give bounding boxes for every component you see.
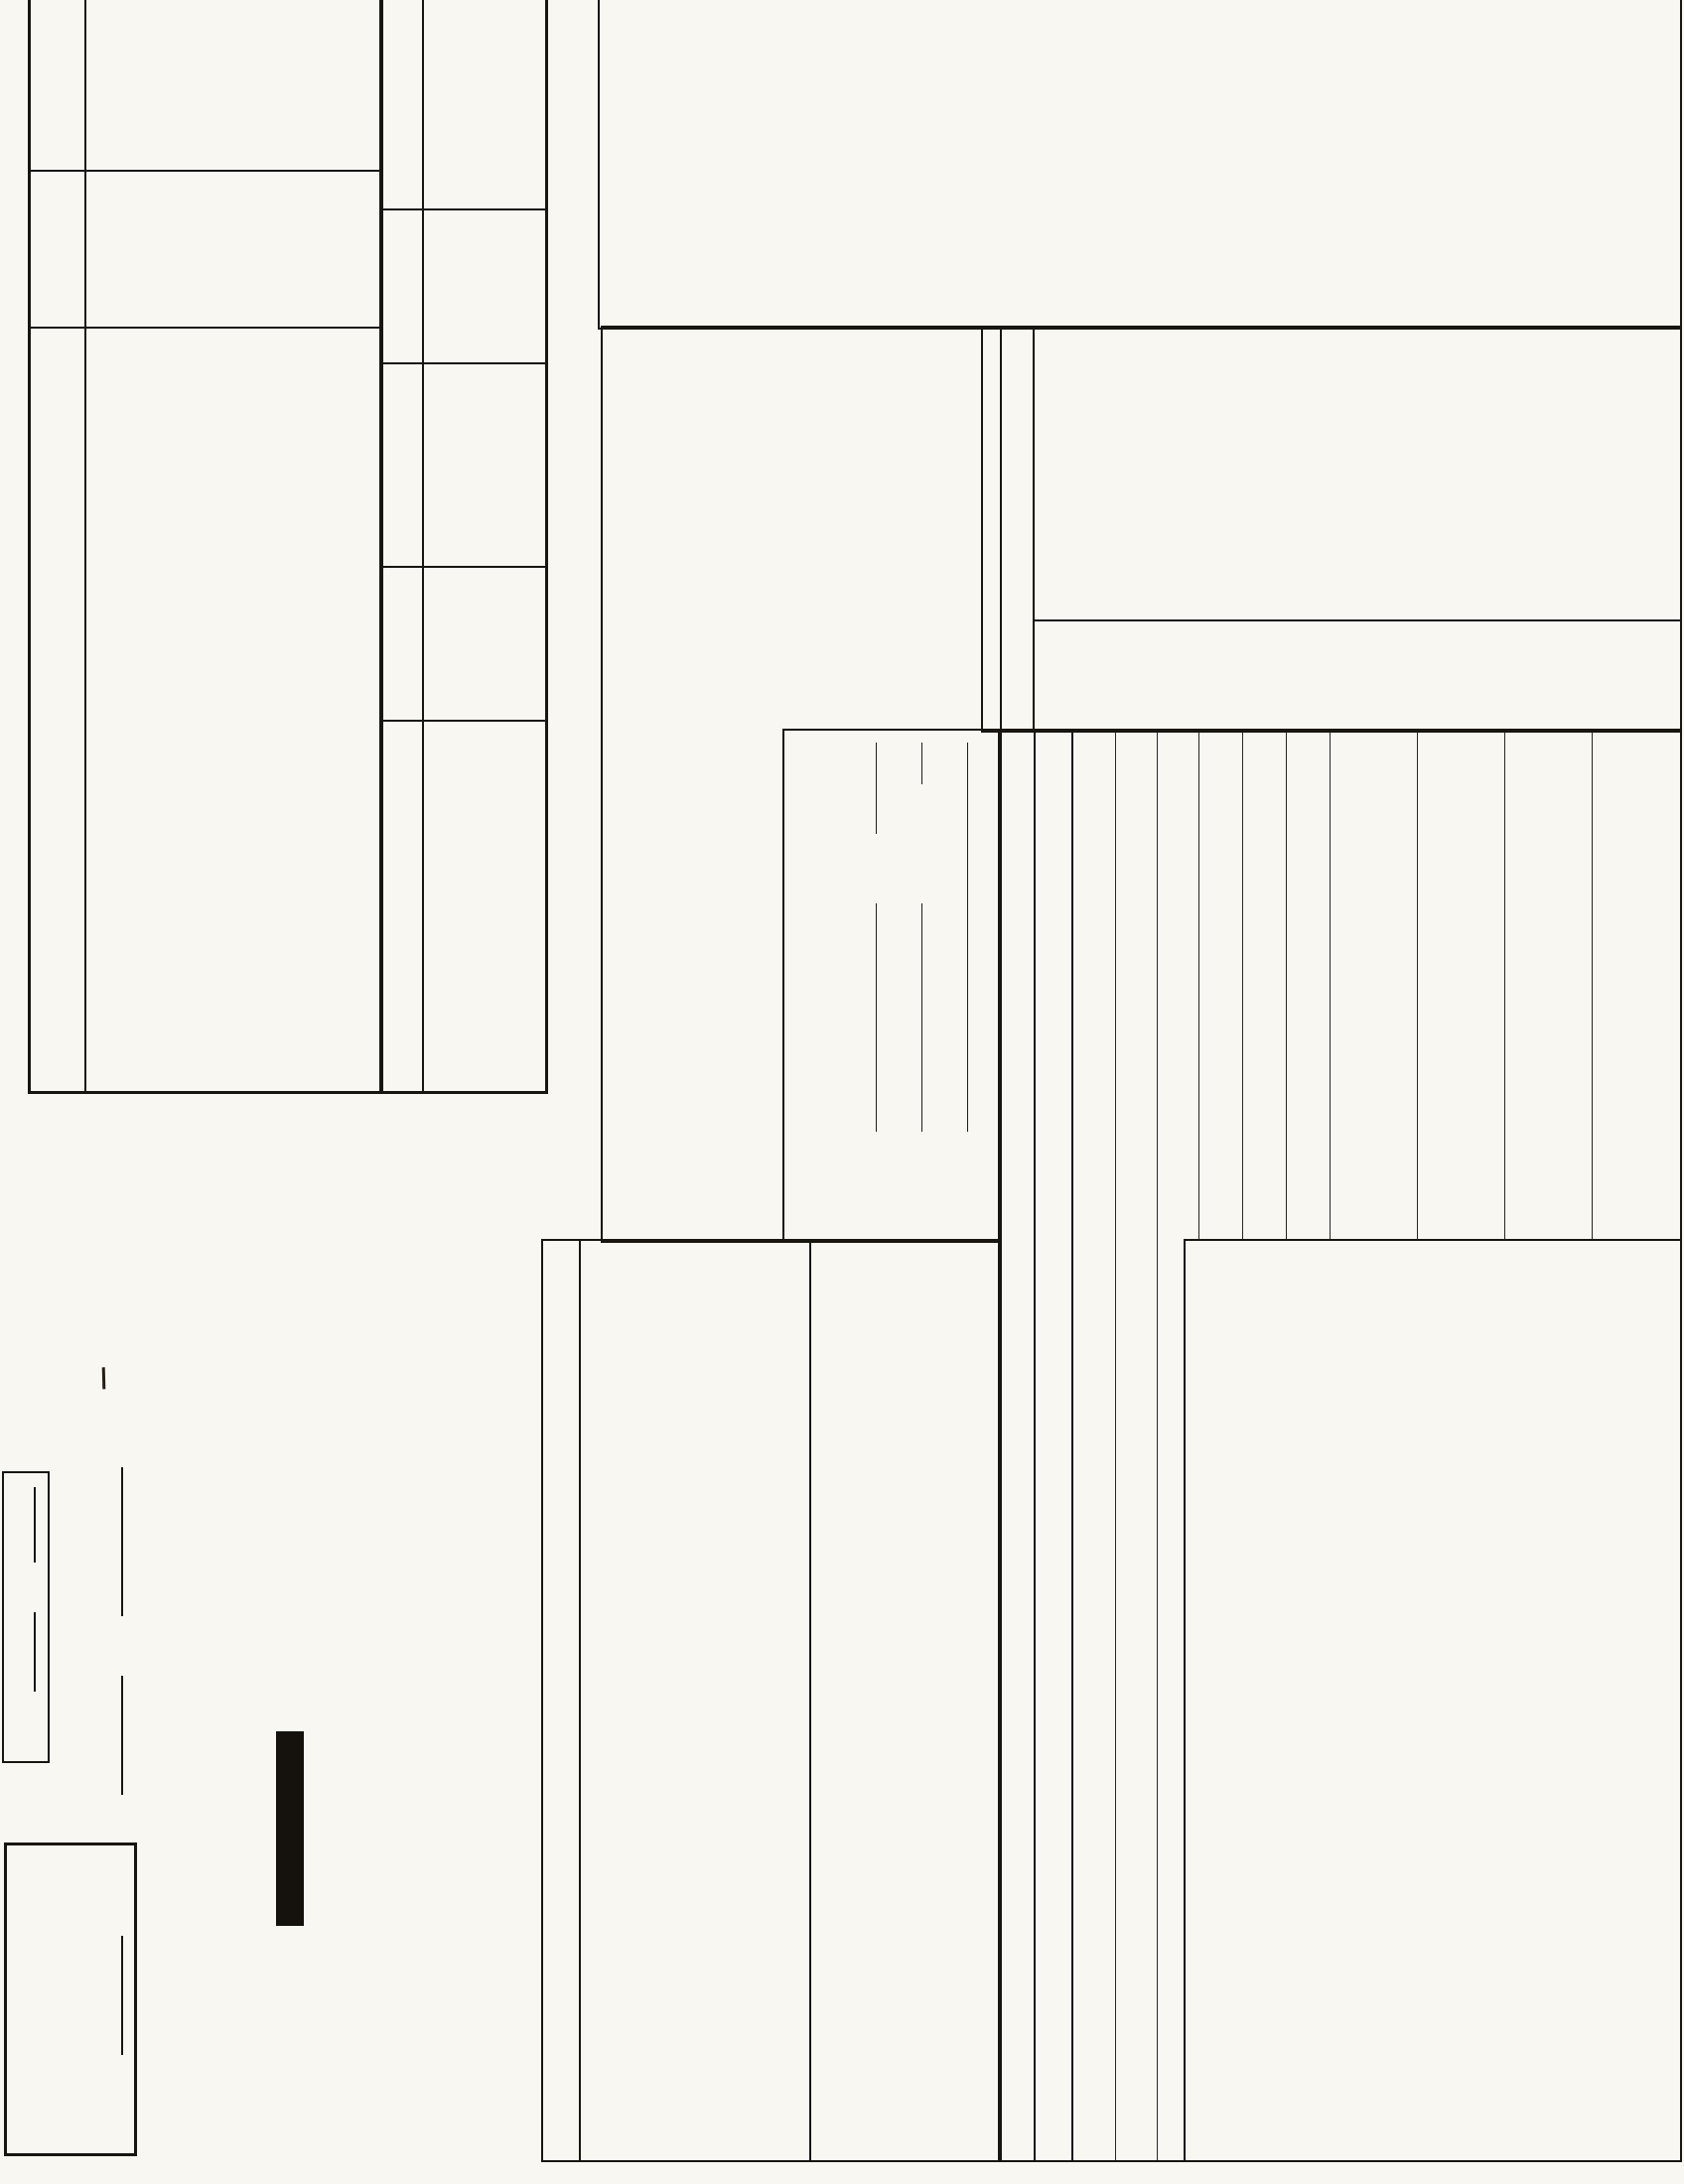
record-of-ownership-table — [28, 0, 383, 1094]
assessment-mark-group1 — [626, 133, 663, 164]
taxing-value-handwritten — [52, 1367, 106, 1390]
redaction-bar — [276, 1731, 304, 1926]
card-of-blank-1 — [34, 1612, 36, 1692]
blk-underline — [121, 1676, 123, 1795]
property-factors-table — [541, 1239, 1002, 2162]
permit-date-blank — [876, 743, 877, 834]
additional-info-scribble-2 — [681, 610, 725, 622]
card-of-box — [2, 1471, 50, 1763]
card-number-box — [4, 1843, 137, 2156]
pcl-underline — [121, 1467, 123, 1616]
lvc-header-row — [1034, 731, 1071, 2160]
permit-cost-blank — [921, 903, 922, 1132]
factors-band-1 — [579, 1241, 809, 2160]
summary-table — [379, 0, 548, 1094]
classification-table — [1184, 1239, 1682, 2160]
land-value-computations-table — [998, 729, 1682, 2162]
map-underline — [121, 1936, 123, 2055]
assessment-mark-group2 — [718, 204, 762, 214]
permit-no-blank — [876, 903, 877, 1132]
assessment-record-table — [598, 0, 1682, 330]
assessment-mark-group3 — [818, 137, 848, 141]
land-computations-box — [981, 326, 1682, 733]
additional-info-scribble-3 — [643, 478, 686, 494]
permit-project-blank — [967, 743, 968, 1132]
building-permit-record-box — [782, 729, 1002, 1243]
permit-checked-by-blank — [921, 743, 922, 784]
parcel-id-block — [199, 2013, 419, 2073]
factors-band-2 — [809, 1241, 997, 2160]
additional-info-scribble-1 — [622, 637, 670, 653]
card-of-blank-2 — [34, 1487, 36, 1563]
redacted-line — [276, 1888, 362, 1948]
